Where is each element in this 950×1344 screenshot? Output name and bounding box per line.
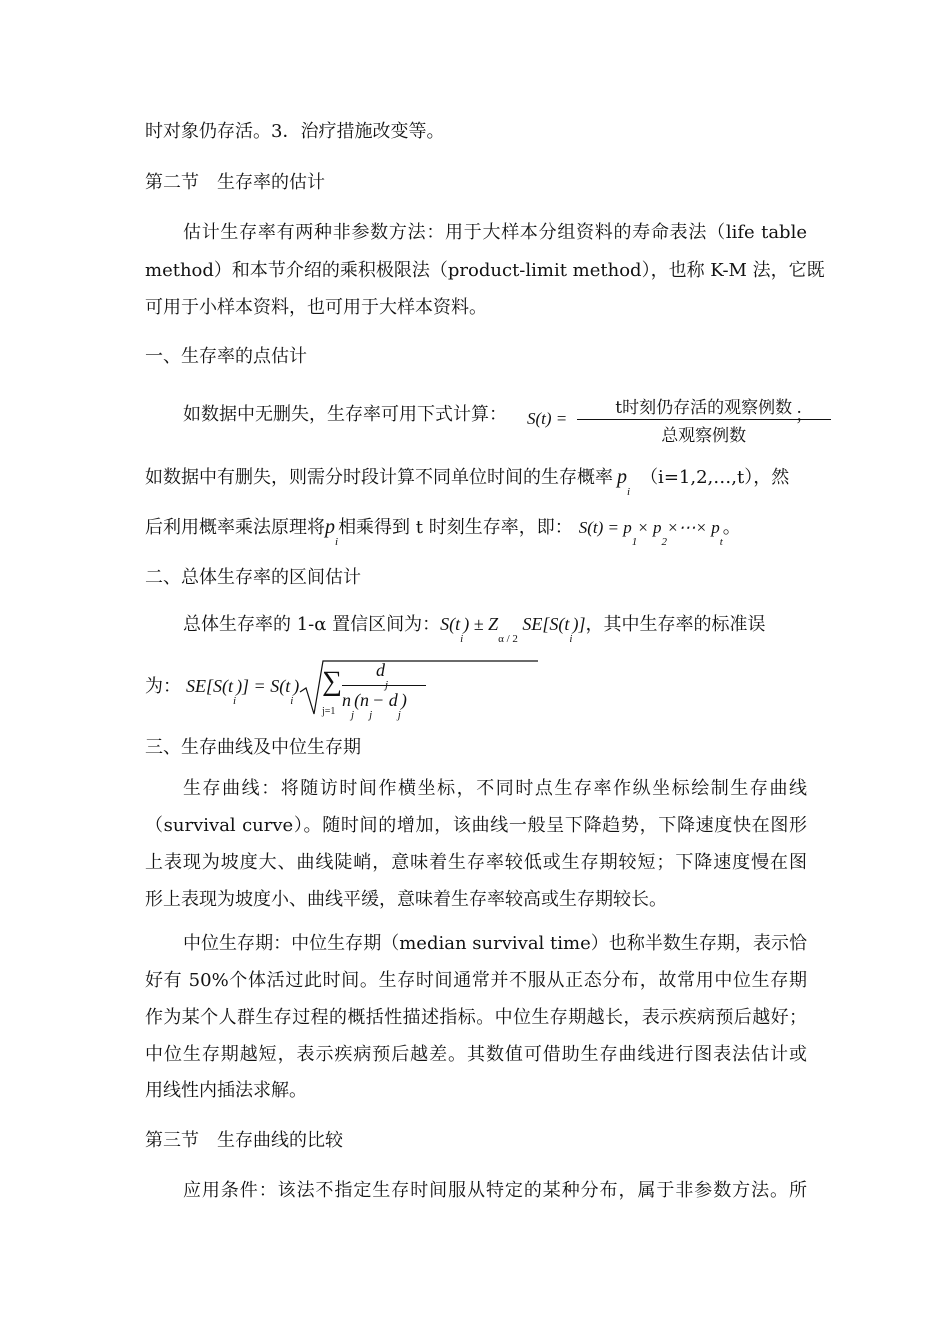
sigma-symbol: ∑ xyxy=(322,666,342,697)
section-heading-2: 第二节 生存率的估计 xyxy=(145,172,325,193)
paragraph-line: 作为某个人群生存过程的概括性描述指标。中位生存期越长，表示疾病预后越好； xyxy=(145,1007,807,1028)
formula-pi: p xyxy=(325,516,335,538)
formula-ci: $S(t_i) \pm Z_{\alpha / 2}$ $SE[S(t_i)]$ xyxy=(440,614,586,645)
subsection-heading-2: 二、总体生存率的区间估计 xyxy=(145,567,361,588)
text-span: 如数据中有删失，则需分时段计算不同单位时间的生存概率 xyxy=(145,467,613,488)
paragraph-line: 形上表现为坡度小、曲线平缓，意味着生存率较高或生存期较长。 xyxy=(145,889,667,910)
paragraph-line: 好有 50%个体活过此时间。生存时间通常并不服从正态分布，故常用中位生存期 xyxy=(145,970,807,991)
sigma-lower: j=1 xyxy=(322,706,336,717)
formula-product: $S(t) = p_1\times$ $p_2\times\cdots\times p_t$ xyxy=(578,518,723,548)
text-span: 相乘得到 t 时刻生存率，即： xyxy=(338,517,573,538)
paragraph-line: 估计生存率有两种非参数方法：用于大样本分组资料的寿命表法（life table xyxy=(183,222,807,243)
formula-numerator: t时刻仍存活的观察例数 xyxy=(577,393,831,420)
formula-pi: p xyxy=(617,466,627,488)
paragraph-line: 生存曲线：将随访时间作横坐标，不同时点生存率作纵坐标绘制生存曲线 xyxy=(183,778,807,799)
formula-sub: i xyxy=(335,536,339,548)
paragraph-line: 如数据中无删失，生存率可用下式计算： xyxy=(183,404,507,425)
paragraph-line: 中位生存期越短，表示疾病预后越差。其数值可借助生存曲线进行图表法估计或 xyxy=(145,1044,807,1065)
text-span: （i=1,2,…,t），然 xyxy=(640,467,790,488)
text-span: ，其中生存率的标准误 xyxy=(585,614,766,635)
paragraph-line xyxy=(145,466,807,498)
se-numerator: $d_j$ xyxy=(376,660,389,691)
paragraph-line xyxy=(183,613,807,645)
paragraph-line xyxy=(145,516,807,548)
paragraph-line: 用线性内插法求解。 xyxy=(145,1080,307,1101)
paragraph-line: 应用条件：该法不指定生存时间服从特定的某种分布，属于非参数方法。所 xyxy=(183,1180,807,1201)
text-span: 后利用概率乘法原理将 xyxy=(145,517,325,538)
formula-lhs: S(t) = xyxy=(527,409,568,428)
text-span: 为： xyxy=(145,676,181,697)
paragraph-line: （survival curve）。随时间的增加，该曲线一般呈下降趋势，下降速度快在图形 xyxy=(145,815,807,836)
text-line: 时对象仍存活。3．治疗措施改变等。 xyxy=(145,121,445,142)
formula-denominator: 总观察例数 xyxy=(661,426,747,446)
section-heading-3: 第三节 生存曲线的比较 xyxy=(145,1130,343,1151)
subsection-heading-1: 一、生存率的点估计 xyxy=(145,346,307,367)
text-span: 总体生存率的 1-α 置信区间为： xyxy=(183,614,441,635)
paragraph-line: 上表现为坡度大、曲线陡峭，意味着生存率较低或生存期较短；下降速度慢在图 xyxy=(145,852,807,873)
subsection-heading-3: 三、生存曲线及中位生存期 xyxy=(145,737,361,758)
paragraph-line: 中位生存期：中位生存期（median survival time）也称半数生存期，表示恰 xyxy=(183,933,807,954)
fraction-bar xyxy=(342,685,426,686)
text-span: 。 xyxy=(722,517,741,538)
formula-sub: i xyxy=(627,486,631,498)
text-punct: ； xyxy=(795,405,813,426)
formula-fraction xyxy=(577,393,831,446)
paragraph-line: 可用于小样本资料，也可用于大样本资料。 xyxy=(145,297,487,318)
paragraph-line: method）和本节介绍的乘积极限法（product-limit method），也称 K-M 法，它既 xyxy=(145,260,825,281)
survival-rate-formula xyxy=(527,393,831,446)
se-lhs: $SE[S(t_i)] = S(t_i)$ xyxy=(186,676,300,707)
se-denominator: $n_j(n_j- d_j)$ xyxy=(342,690,407,721)
